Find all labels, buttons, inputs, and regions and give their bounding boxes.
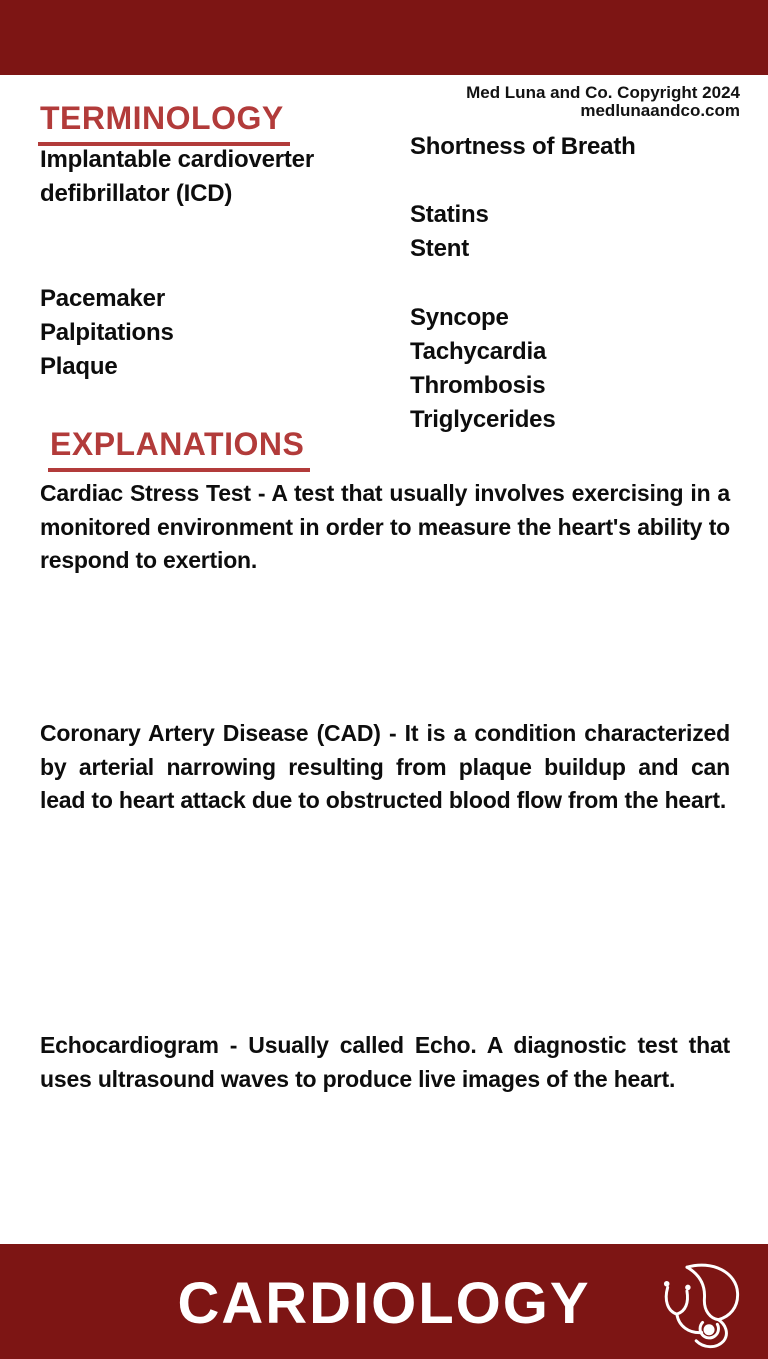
- crescent-moon-stethoscope-logo-icon: [648, 1258, 748, 1350]
- top-banner-bar: [0, 0, 768, 75]
- stethoscope-earpiece: [664, 1281, 670, 1287]
- moon-curve: [687, 1265, 738, 1347]
- term-item: Thrombosis: [410, 372, 546, 399]
- stethoscope-earpiece: [685, 1285, 691, 1291]
- stethoscope-chestpiece: [704, 1324, 715, 1335]
- term-item: Plaque: [40, 353, 118, 380]
- copyright-block: [466, 84, 740, 120]
- term-item: Syncope: [410, 304, 509, 331]
- explanation-echocardiogram: Echocardiogram - Usually called Echo. A diagnostic test that uses ultrasound waves to produce live images of the heart.: [40, 1032, 730, 1092]
- term-item: Palpitations: [40, 319, 174, 346]
- copyright-line: Med Luna and Co. Copyright 2024: [466, 83, 740, 102]
- explanations-heading: EXPLANATIONS: [48, 426, 310, 472]
- stethoscope-cord: [677, 1314, 702, 1332]
- term-item: Implantable cardioverter defibrillator (ICD): [40, 146, 314, 207]
- terminology-heading: TERMINOLOGY: [38, 100, 290, 146]
- explanation-coronary-artery-disease: Coronary Artery Disease (CAD) - It is a condition characterized by arterial narrowing resulting from plaque buildup and can lead to heart attack due to obstructed blood flow from the heart.: [40, 720, 730, 813]
- term-item: Shortness of Breath: [410, 133, 636, 160]
- website-line: medlunaandco.com: [580, 101, 740, 120]
- moon-inner-curve: [687, 1267, 718, 1319]
- terminology-left-group-2: [40, 282, 385, 384]
- page-title-cardiology: CARDIOLOGY: [177, 1271, 591, 1336]
- term-item: Pacemaker: [40, 285, 165, 312]
- term-item: Stent: [410, 235, 470, 262]
- terminology-left-group-1: [40, 143, 385, 211]
- term-item: Statins: [410, 201, 489, 228]
- term-item: Tachycardia: [410, 338, 547, 365]
- terminology-right-group-2: [410, 198, 750, 266]
- terminology-right-group-3: [410, 301, 750, 437]
- stethoscope-tube: [666, 1287, 687, 1314]
- explanation-cardiac-stress-test: Cardiac Stress Test - A test that usually involves exercising in a monitored environment in order to measure the heart's ability to respond to exertion.: [40, 480, 730, 573]
- term-item: Triglycerides: [410, 406, 556, 433]
- terminology-right-group-1: [410, 130, 750, 164]
